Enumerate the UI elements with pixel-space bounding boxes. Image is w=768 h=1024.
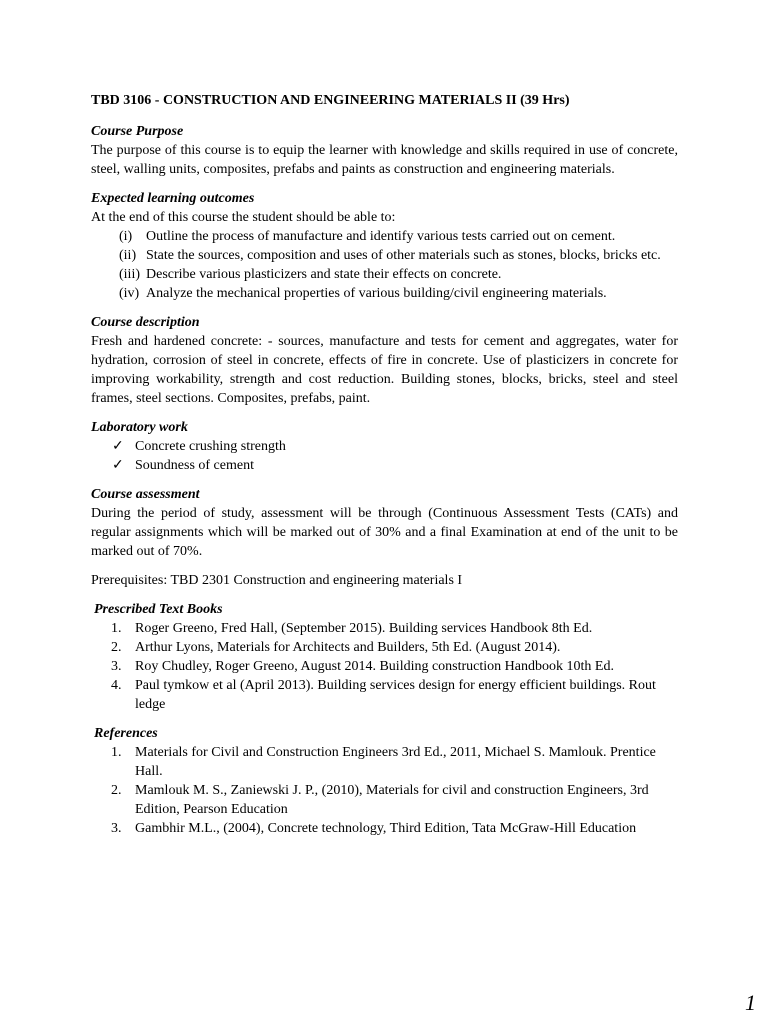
course-purpose-heading: Course Purpose xyxy=(91,124,184,139)
prerequisites-text: Prerequisites: TBD 2301 Construction and engineering materials I xyxy=(91,573,463,588)
list-item-number: (iv) xyxy=(119,286,140,301)
document-page xyxy=(91,91,678,848)
learning-outcomes-list xyxy=(91,227,678,303)
references-section xyxy=(91,724,678,838)
page-number: 1 xyxy=(745,990,756,1015)
textbooks-heading: Prescribed Text Books xyxy=(94,602,223,617)
list-item xyxy=(91,819,678,838)
laboratory-work-section xyxy=(91,418,678,475)
list-item xyxy=(91,619,678,638)
list-item-number: 1. xyxy=(111,745,122,760)
list-item xyxy=(91,437,678,456)
course-description-text: Fresh and hardened concrete: - sources, manufacture and tests for cement and aggregates, water for hydration, corrosion of steel in concrete, effects of fire in concrete. Use of plasticizers in concrete for improving workability, strength and cost reduction. Building stones, blocks, bricks, steel and steel frames, steel sections. Composites, prefabs, paint. xyxy=(91,334,678,406)
textbooks-list xyxy=(91,619,678,714)
list-item xyxy=(91,265,678,284)
list-item-number: 3. xyxy=(111,821,122,836)
learning-outcomes-intro: At the end of this course the student should be able to: xyxy=(91,210,396,225)
list-item-text: Soundness of cement xyxy=(135,458,254,473)
list-item-text: Outline the process of manufacture and identify various tests carried out on cement. xyxy=(146,229,616,244)
list-item xyxy=(91,638,678,657)
checkmark-icon: ✓ xyxy=(112,458,124,473)
course-description-heading: Course description xyxy=(91,315,200,330)
list-item-text: Describe various plasticizers and state their effects on concrete. xyxy=(146,267,502,282)
list-item xyxy=(91,227,678,246)
references-heading: References xyxy=(94,726,158,741)
course-purpose-text: The purpose of this course is to equip the learner with knowledge and skills required in use of concrete, steel, walling units, composites, prefabs and paints as construction and engineering materials. xyxy=(91,143,678,177)
list-item-number: (ii) xyxy=(119,248,137,263)
list-item-text: Gambhir M.L., (2004), Concrete technology, Third Edition, Tata McGraw-Hill Education xyxy=(135,821,637,836)
list-item-number: 1. xyxy=(111,621,122,636)
learning-outcomes-heading: Expected learning outcomes xyxy=(91,191,255,206)
prerequisites-section xyxy=(91,571,678,590)
course-purpose-section xyxy=(91,122,678,179)
list-item xyxy=(91,781,678,819)
list-item-number: 2. xyxy=(111,640,122,655)
course-assessment-heading: Course assessment xyxy=(91,487,200,502)
list-item-text: Materials for Civil and Construction Engineers 3rd Ed., 2011, Michael S. Mamlouk. Prentice Hall. xyxy=(135,745,656,779)
checkmark-icon: ✓ xyxy=(112,439,124,454)
laboratory-work-list xyxy=(91,437,678,475)
list-item xyxy=(91,456,678,475)
course-assessment-text: During the period of study, assessment will be through (Continuous Assessment Tests (CATs) and regular assignments which will be marked out of 30% and a final Examination at end of the unit to be marked out of 70%. xyxy=(91,506,678,559)
textbooks-section xyxy=(91,600,678,714)
list-item-number: 4. xyxy=(111,678,122,693)
course-description-section xyxy=(91,313,678,408)
laboratory-work-heading: Laboratory work xyxy=(91,420,188,435)
list-item-number: 2. xyxy=(111,783,122,798)
list-item-number: 3. xyxy=(111,659,122,674)
list-item xyxy=(91,246,678,265)
list-item-text: Concrete crushing strength xyxy=(135,439,286,454)
list-item-number: (iii) xyxy=(119,267,140,282)
references-list xyxy=(91,743,678,838)
list-item xyxy=(91,284,678,303)
list-item-number: (i) xyxy=(119,229,133,244)
list-item-text: Paul tymkow et al (April 2013). Building services design for energy efficient buildings. Rout ledge xyxy=(135,678,656,712)
list-item xyxy=(91,657,678,676)
list-item-text: Analyze the mechanical properties of various building/civil engineering materials. xyxy=(146,286,607,301)
list-item xyxy=(91,743,678,781)
list-item xyxy=(91,676,678,714)
course-assessment-section xyxy=(91,485,678,561)
list-item-text: State the sources, composition and uses of other materials such as stones, blocks, bricks etc. xyxy=(146,248,661,263)
list-item-text: Roy Chudley, Roger Greeno, August 2014. Building construction Handbook 10th Ed. xyxy=(135,659,614,674)
list-item-text: Roger Greeno, Fred Hall, (September 2015). Building services Handbook 8th Ed. xyxy=(135,621,593,636)
learning-outcomes-section xyxy=(91,189,678,303)
list-item-text: Mamlouk M. S., Zaniewski J. P., (2010), Materials for civil and construction Engineers, 3rd Edition, Pearson Education xyxy=(135,783,649,817)
list-item-text: Arthur Lyons, Materials for Architects and Builders, 5th Ed. (August 2014). xyxy=(135,640,561,655)
course-title: TBD 3106 - CONSTRUCTION AND ENGINEERING MATERIALS II (39 Hrs) xyxy=(91,93,570,108)
